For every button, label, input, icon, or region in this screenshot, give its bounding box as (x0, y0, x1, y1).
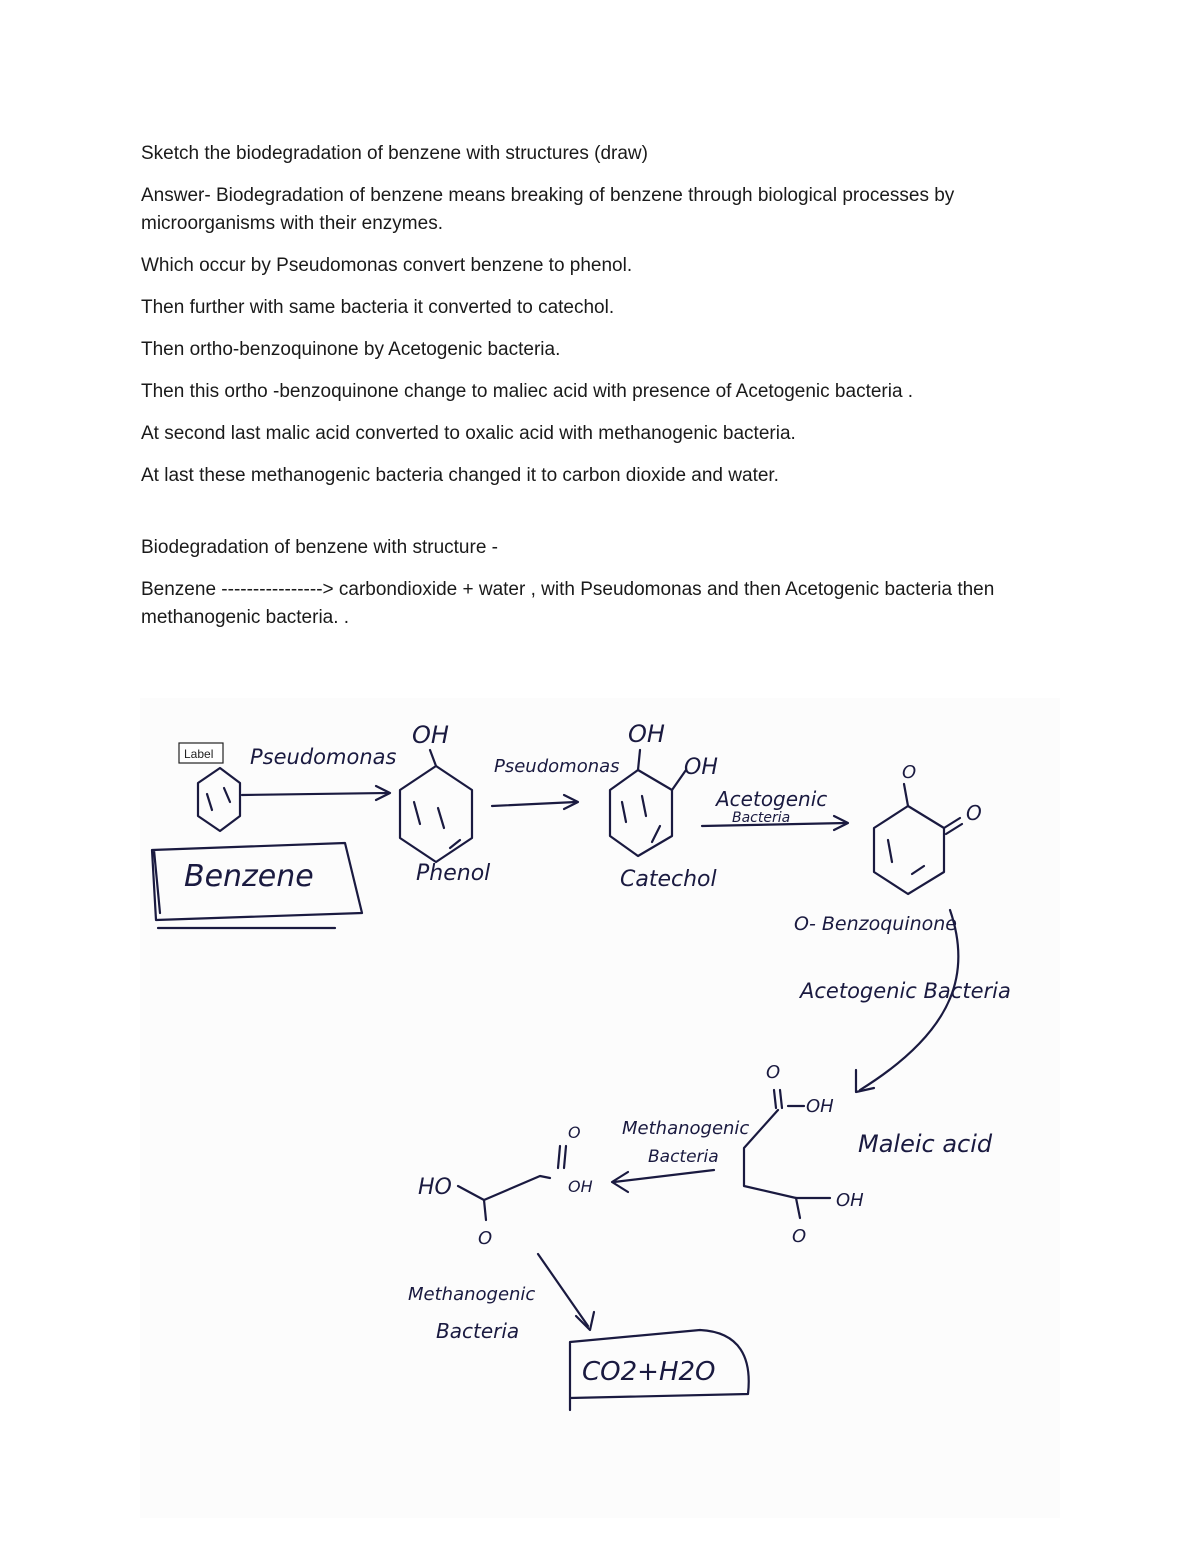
summary-text: Benzene ----------------> carbondioxide + water , with Pseudomonas and then Acetogenic bacteria then methanogenic bacteria. . (141, 579, 995, 628)
maleic-o-top: O (766, 1062, 781, 1083)
step-2: Then further with same bacteria it converted to catechol. (141, 297, 615, 318)
catechol-label: Catechol (620, 867, 717, 892)
catechol-structure (610, 750, 686, 856)
question-text: Sketch the biodegradation of benzene with structures (draw) (141, 143, 648, 164)
maleic-oh-top: OH (806, 1096, 834, 1117)
phenol-label: Phenol (416, 861, 491, 886)
arrow-head-4 (856, 1070, 874, 1092)
step-3: Then ortho-benzoquinone by Acetogenic bacteria. (141, 339, 561, 360)
acetogenic-label-1a: Acetogenic (716, 787, 828, 811)
methanogenic-label-1b: Bacteria (648, 1147, 719, 1167)
answer-intro: Answer- Biodegradation of benzene means breaking of benzene through biological processes by microorganisms with their enzymes. (141, 185, 955, 234)
oxalic-o-top: O (568, 1123, 581, 1142)
benzene-structure (198, 768, 240, 831)
pseudomonas-label-2: Pseudomonas (494, 756, 620, 777)
oxalic-ho: HO (418, 1175, 452, 1200)
arrow-phenol-to-catechol (492, 802, 576, 806)
benzoquinone-structure (874, 784, 962, 894)
arrow-oxalic-to-product (538, 1254, 588, 1326)
step-1: Which occur by Pseudomonas convert benzene to phenol. (141, 255, 633, 276)
benzoquinone-label: O- Benzoquinone (794, 913, 957, 935)
catechol-oh-1: OH (628, 720, 665, 748)
product-label: CO2+H2O (582, 1357, 716, 1387)
oxalic-acid-structure (458, 1146, 566, 1220)
catechol-oh-2: OH (684, 755, 718, 780)
phenol-oh: OH (412, 721, 449, 749)
methanogenic-label-1a: Methanogenic (622, 1118, 750, 1139)
maleic-o-bottom: O (792, 1226, 807, 1247)
oxalic-o-bottom: O (478, 1228, 493, 1249)
methanogenic-label-2a: Methanogenic (408, 1284, 536, 1305)
maleic-acid-label: Maleic acid (858, 1130, 993, 1158)
step-4: Then this ortho -benzoquinone change to maliec acid with presence of Acetogenic bacteria . (141, 381, 914, 402)
phenol-structure (400, 750, 472, 862)
structure-heading: Biodegradation of benzene with structure - (141, 537, 498, 558)
step-5: At second last malic acid converted to oxalic acid with methanogenic bacteria. (141, 423, 796, 444)
oxalic-oh: OH (568, 1177, 593, 1196)
acetogenic-label-1b: Bacteria (732, 810, 791, 826)
quinone-o-right: O (966, 801, 982, 825)
maleic-oh-bottom: OH (836, 1190, 864, 1211)
benzene-label: Benzene (184, 859, 314, 894)
reaction-pathway-diagram (140, 698, 1060, 1518)
arrow-benzene-to-phenol (242, 793, 388, 795)
handwritten-sketch (140, 698, 1060, 1518)
label-box-text: Label (184, 747, 214, 761)
quinone-o-top: O (902, 762, 917, 783)
acetogenic-label-2: Acetogenic Bacteria (800, 979, 1011, 1003)
pseudomonas-label-1: Pseudomonas (250, 745, 397, 769)
step-6: At last these methanogenic bacteria changed it to carbon dioxide and water. (141, 465, 779, 486)
methanogenic-label-2b: Bacteria (436, 1319, 520, 1343)
text-body (141, 140, 1061, 646)
